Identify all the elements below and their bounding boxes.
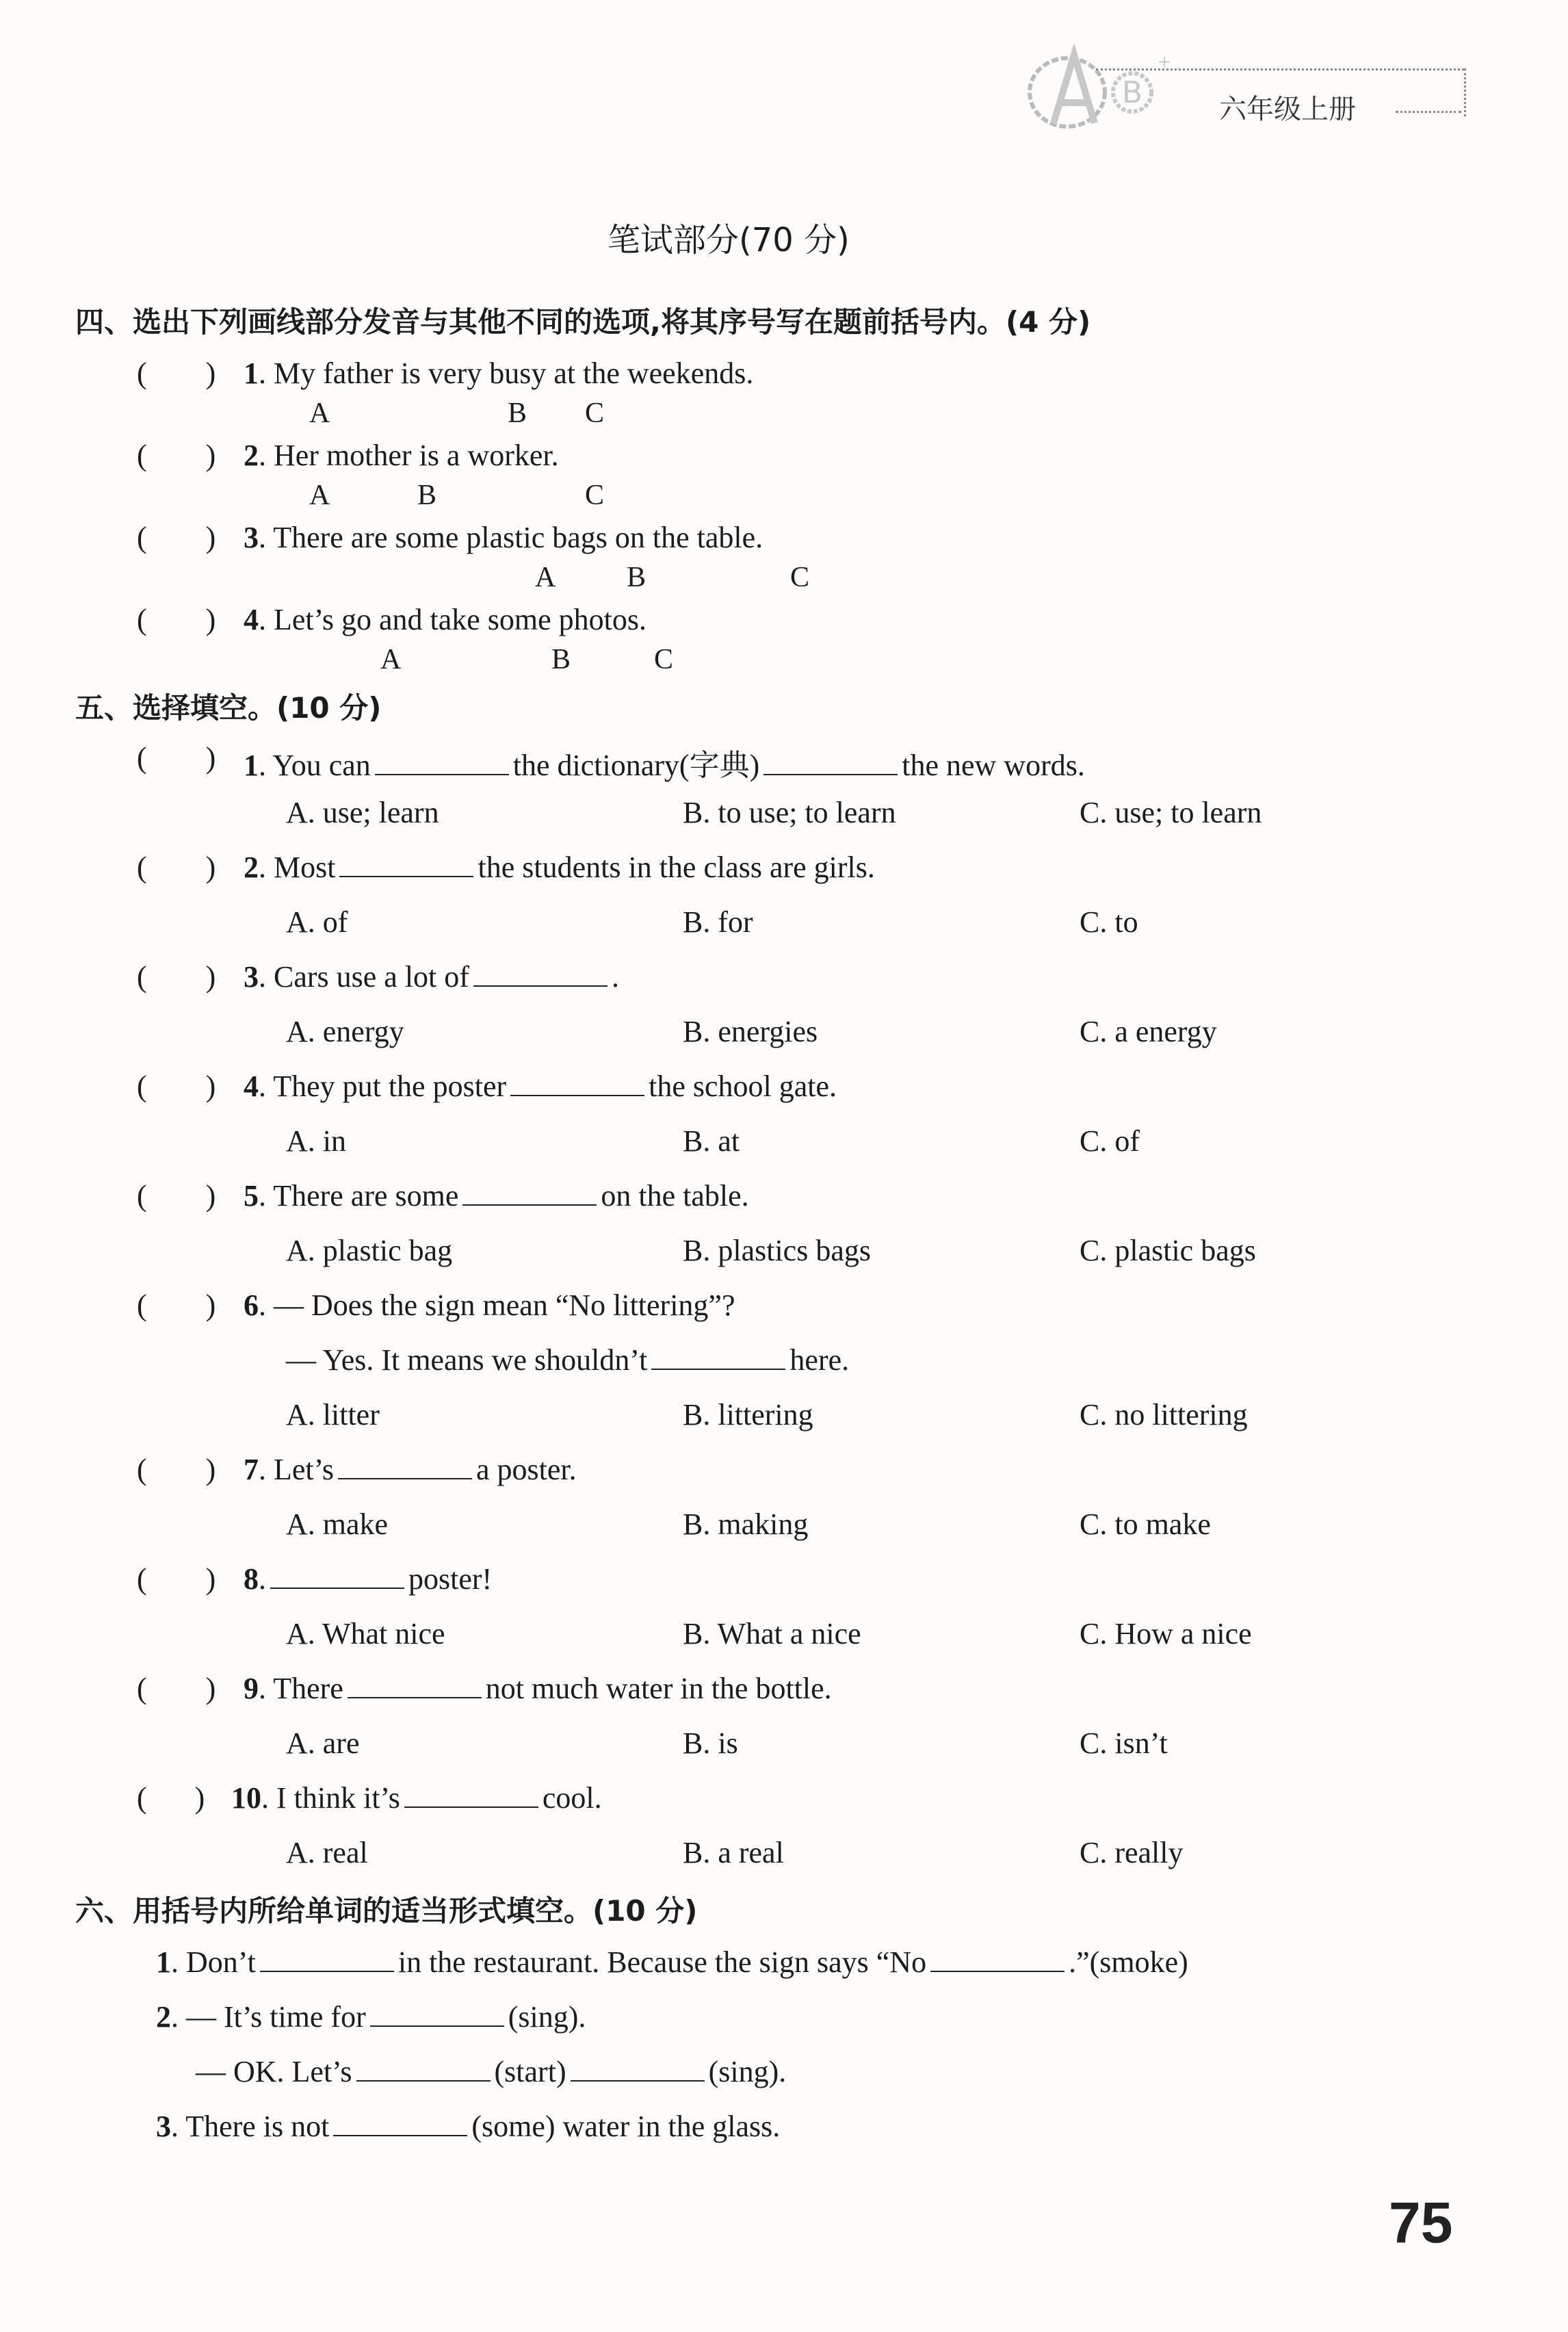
page-number: 75 xyxy=(1389,2190,1453,2255)
q5-8-option-a: A. What nice xyxy=(286,1617,445,1650)
q4-4-label-a: A xyxy=(380,644,402,675)
q5-6-stem: 6. — Does the sign mean “No littering”? xyxy=(244,1288,735,1322)
q5-8-option-c: C. How a nice xyxy=(1080,1617,1252,1650)
q6-2-reply: — OK. Let’s (start) (sing). xyxy=(196,2055,787,2088)
q5-9-blank[interactable] xyxy=(348,1676,482,1698)
q5-4-stem: 4. They put the poster the school gate. xyxy=(244,1070,837,1103)
q4-1-label-c: C xyxy=(585,398,605,429)
q5-7-stem: 7. Let’s a poster. xyxy=(244,1453,577,1486)
q5-10-option-a: A. real xyxy=(286,1836,368,1869)
q5-8-stem: 8. poster! xyxy=(244,1562,493,1596)
q4-2-label-b: B xyxy=(417,480,437,511)
q5-8-blank[interactable] xyxy=(270,1567,404,1589)
q5-9-stem: 9. There not much water in the bottle. xyxy=(244,1672,832,1705)
q6-1: 1. Don’t in the restaurant. Because the sign says “No .”(smoke) xyxy=(156,1945,1188,1979)
q4-3-label-a: A xyxy=(535,562,556,593)
svg-text:B: B xyxy=(1122,75,1143,110)
q5-10-option-c: C. really xyxy=(1080,1836,1184,1869)
q5-8-option-b: B. What a nice xyxy=(683,1617,861,1650)
q4-2-label-c: C xyxy=(585,480,605,511)
page-title: 笔试部分(70 分) xyxy=(607,221,850,259)
q4-4-label-c: C xyxy=(654,644,674,675)
q5-2-stem: 2. Most the students in the class are girls. xyxy=(244,851,875,884)
q4-3-label-b: B xyxy=(627,562,646,593)
q5-4-option-b: B. at xyxy=(683,1124,740,1158)
q5-5-option-a: A. plastic bag xyxy=(286,1234,453,1267)
q5-8-bracket[interactable]: ( ) xyxy=(137,1562,216,1596)
q4-3-text: 3. There are some plastic bags on the table. xyxy=(244,521,763,554)
q4-2-text: 2. Her mother is a worker. xyxy=(244,439,559,472)
q5-2-blank[interactable] xyxy=(339,855,473,877)
q5-9-option-b: B. is xyxy=(683,1726,738,1760)
q5-1-option-b: B. to use; to learn xyxy=(683,796,896,829)
ab-logo xyxy=(1012,27,1218,137)
q5-6-option-c: C. no littering xyxy=(1080,1398,1248,1431)
q6-1-blank-2[interactable] xyxy=(930,1950,1064,1972)
q4-1-bracket[interactable]: ( ) xyxy=(137,357,216,390)
q5-1-blank-2[interactable] xyxy=(763,753,898,775)
q6-1-blank-1[interactable] xyxy=(260,1950,394,1972)
q5-5-option-b: B. plastics bags xyxy=(683,1234,871,1267)
q5-10-bracket[interactable]: ( ) xyxy=(137,1781,205,1815)
q5-3-option-b: B. energies xyxy=(683,1015,818,1048)
header-rule xyxy=(1096,68,1464,70)
q4-1-label-b: B xyxy=(508,398,527,429)
q5-2-option-c: C. to xyxy=(1080,905,1138,939)
q5-3-stem: 3. Cars use a lot of . xyxy=(244,960,619,994)
svg-text:+: + xyxy=(1158,52,1172,71)
section-4-heading: 四、选出下列画线部分发音与其他不同的选项,将其序号写在题前括号内。(4 分) xyxy=(75,305,1091,339)
q4-4-label-b: B xyxy=(551,644,571,675)
q4-2-bracket[interactable]: ( ) xyxy=(137,439,216,472)
q4-4-bracket[interactable]: ( ) xyxy=(137,603,216,636)
q5-3-option-a: A. energy xyxy=(286,1015,404,1048)
q5-7-bracket[interactable]: ( ) xyxy=(137,1453,216,1486)
header-rule-end xyxy=(1464,68,1466,116)
section-6-heading: 六、用括号内所给单词的适当形式填空。(10 分) xyxy=(75,1894,698,1928)
q5-3-option-c: C. a energy xyxy=(1080,1015,1217,1048)
q5-1-stem: 1. You can the dictionary(字典) the new words. xyxy=(244,749,1085,782)
q4-3-bracket[interactable]: ( ) xyxy=(137,521,216,554)
q5-6-option-b: B. littering xyxy=(683,1398,813,1431)
grade-label: 六年级上册 xyxy=(1219,94,1356,125)
q5-3-bracket[interactable]: ( ) xyxy=(137,960,216,994)
q5-6-stem-line2: — Yes. It means we shouldn’t here. xyxy=(286,1343,850,1377)
q5-10-stem: 10. I think it’s cool. xyxy=(231,1781,602,1815)
q5-7-option-c: C. to make xyxy=(1080,1507,1211,1541)
q5-10-blank[interactable] xyxy=(404,1786,538,1808)
q5-9-bracket[interactable]: ( ) xyxy=(137,1672,216,1705)
q6-2-reply-blank-2[interactable] xyxy=(571,2060,705,2082)
q5-5-stem: 5. There are some on the table. xyxy=(244,1179,749,1213)
q6-3: 3. There is not (some) water in the glass. xyxy=(156,2110,781,2143)
q5-9-option-a: A. are xyxy=(286,1726,360,1760)
q5-5-bracket[interactable]: ( ) xyxy=(137,1179,216,1213)
q5-10-option-b: B. a real xyxy=(683,1836,784,1869)
q4-2-label-a: A xyxy=(309,480,330,511)
q5-7-blank[interactable] xyxy=(338,1458,472,1479)
q5-6-bracket[interactable]: ( ) xyxy=(137,1288,216,1322)
q5-2-option-b: B. for xyxy=(683,905,753,939)
q5-4-option-c: C. of xyxy=(1080,1124,1140,1158)
q5-5-blank[interactable] xyxy=(462,1184,597,1206)
q4-1-text: 1. My father is very busy at the weekends. xyxy=(244,357,754,390)
q5-9-option-c: C. isn’t xyxy=(1080,1726,1168,1760)
q6-2: 2. — It’s time for (sing). xyxy=(156,2000,586,2034)
q4-3-label-c: C xyxy=(790,562,810,593)
q5-1-blank-1[interactable] xyxy=(375,753,509,775)
q4-1-label-a: A xyxy=(309,398,330,429)
q4-4-text: 4. Let’s go and take some photos. xyxy=(244,603,647,636)
q6-2-reply-blank-1[interactable] xyxy=(356,2060,491,2082)
q6-2-blank[interactable] xyxy=(370,2005,504,2027)
q5-6-option-a: A. litter xyxy=(286,1398,380,1431)
q5-4-option-a: A. in xyxy=(286,1124,346,1158)
q5-7-option-b: B. making xyxy=(683,1507,809,1541)
q5-1-bracket[interactable]: ( ) xyxy=(137,741,216,775)
q5-3-blank[interactable] xyxy=(473,965,607,987)
header-dots xyxy=(1396,111,1461,113)
q6-3-blank[interactable] xyxy=(333,2114,467,2136)
q5-7-option-a: A. make xyxy=(286,1507,389,1541)
q5-1-option-a: A. use; learn xyxy=(286,796,439,829)
q5-4-bracket[interactable]: ( ) xyxy=(137,1070,216,1103)
section-5-heading: 五、选择填空。(10 分) xyxy=(75,691,382,725)
q5-5-option-c: C. plastic bags xyxy=(1080,1234,1256,1267)
q5-2-bracket[interactable]: ( ) xyxy=(137,851,216,884)
q5-6-blank[interactable] xyxy=(651,1348,785,1370)
q5-1-option-c: C. use; to learn xyxy=(1080,796,1262,829)
q5-2-option-a: A. of xyxy=(286,905,348,939)
q5-4-blank[interactable] xyxy=(510,1074,644,1096)
